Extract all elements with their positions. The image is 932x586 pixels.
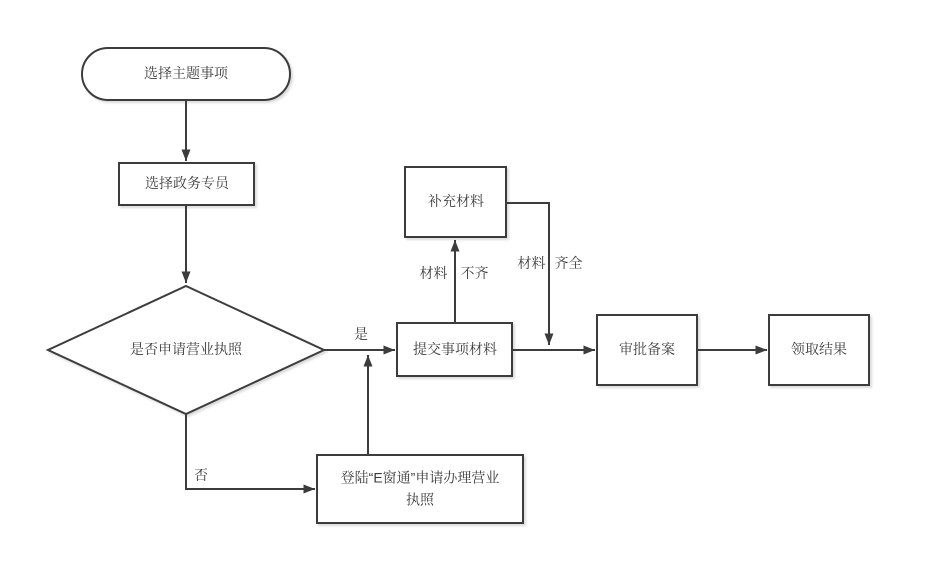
node-label-start: 选择主题事项	[144, 65, 228, 82]
node-label-select-agent: 选择政务专员	[145, 175, 229, 192]
node-label-approve: 审批备案	[619, 341, 675, 358]
node-label-decision: 是否申请营业执照	[130, 341, 242, 358]
node-label-supplement: 补充材料	[428, 193, 484, 210]
edge-label-materials-complete-left: 材料	[517, 255, 546, 271]
edge-label-materials-incomplete-right: 不齐	[460, 265, 489, 281]
edge-label-yes: 是	[354, 326, 368, 342]
edge-label-materials-complete-right: 齐全	[554, 255, 583, 271]
node-label-ewindow: 登陆“E窗通”申请办理营业执照	[340, 469, 500, 507]
node-label-submit: 提交事项材料	[413, 341, 497, 358]
edge-label-no: 否	[194, 467, 208, 483]
edge-label-materials-complete	[518, 253, 583, 273]
edge-label-materials-incomplete-left: 材料	[419, 265, 448, 281]
node-label-result: 领取结果	[791, 341, 847, 358]
edge-label-materials-incomplete	[420, 263, 489, 283]
